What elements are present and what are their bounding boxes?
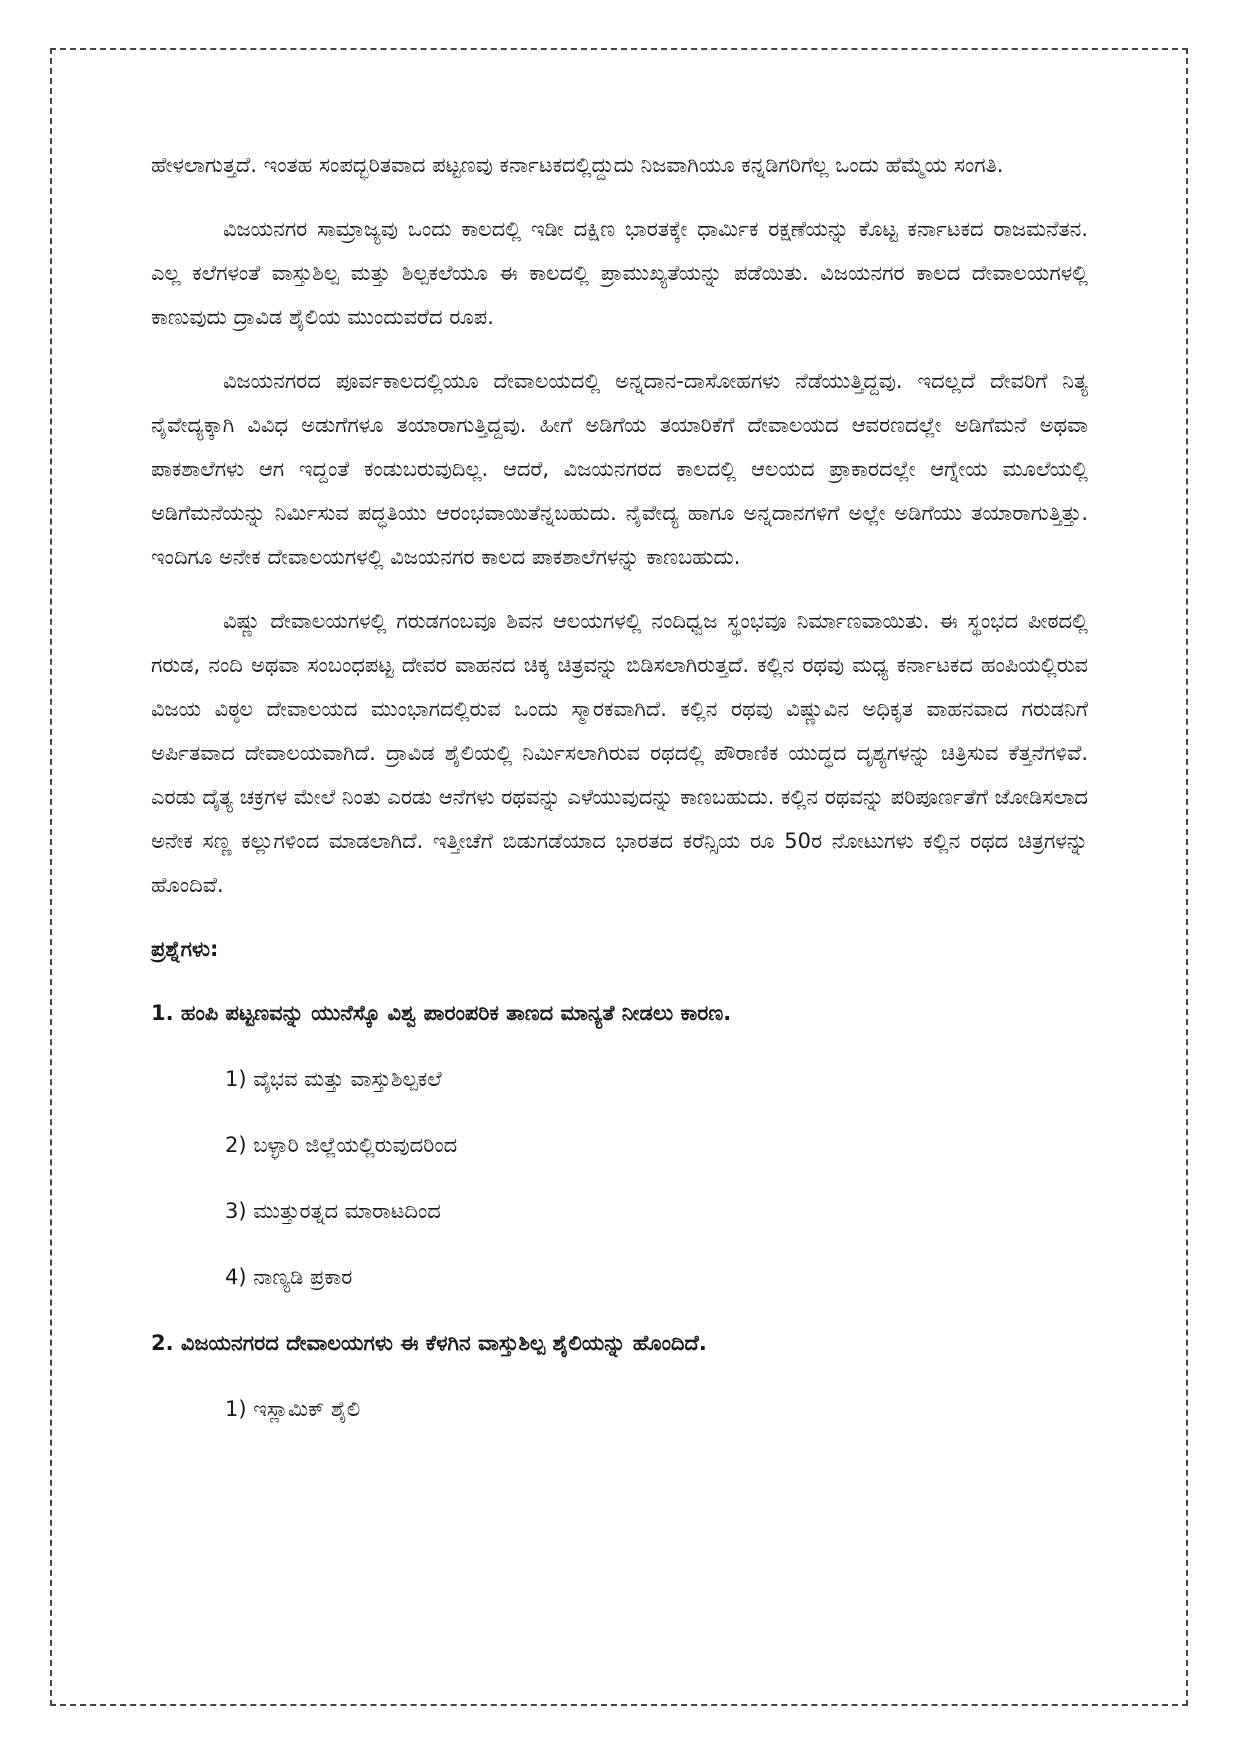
paragraph-2: ವಿಜಯನಗರ ಸಾಮ್ರಾಜ್ಯವು ಒಂದು ಕಾಲದಲ್ಲಿ ಇಡೀ ದಕ್ಷಿಣ ಭಾರತಕ್ಕೇ ಧಾರ್ಮಿಕ ರಕ್ಷಣೆಯನ್ನು ಕೊಟ್ಟ ಕರ್ನಾಟಕದ ರಾಜಮನೆತನ. ಎಲ್ಲ ಕಲೆಗಳಂತೆ ವಾಸ್ತುಶಿಲ್ಪ ಮತ್ತು ಶಿಲ್ಪಕಲೆಯೂ ಈ ಕಾಲದಲ್ಲಿ ಪ್ರಾಮುಖ್ಯತೆಯನ್ನು ಪಡೆಯಿತು. ವಿಜಯನಗರ ಕಾಲದ ದೇವಾಲಯಗಳಲ್ಲಿ ಕಾಣುವುದು ದ್ರಾವಿಡ ಶೈಲಿಯ ಮುಂದುವರೆದ ರೂಪ. xyxy=(151,217,1088,329)
question-2: 2. ವಿಜಯನಗರದ ದೇವಾಲಯಗಳು ಈ ಕೆಳಗಿನ ವಾಸ್ತುಶಿಲ್ಪ ಶೈಲಿಯನ್ನು ಹೊಂದಿದೆ. xyxy=(151,1331,707,1355)
paragraph-1: ಹೇಳಲಾಗುತ್ತದೆ. ಇಂತಹ ಸಂಪದ್ಭರಿತವಾದ ಪಟ್ಟಣವು ಕರ್ನಾಟಕದಲ್ಲಿದ್ದುದು ನಿಜವಾಗಿಯೂ ಕನ್ನಡಿಗರಿಗೆಲ್ಲ ಒಂದು ಹೆಮ್ಮೆಯ ಸಂಗತಿ. xyxy=(151,153,1004,177)
paragraph-4: ವಿಷ್ಣು ದೇವಾಲಯಗಳಲ್ಲಿ ಗರುಡಗಂಬವೂ ಶಿವನ ಆಲಯಗಳಲ್ಲಿ ನಂದಿಧ್ವಜ ಸ್ಥಂಭವೂ ನಿರ್ಮಾಣವಾಯಿತು. ಈ ಸ್ಥಂಭದ ಪೀಠದಲ್ಲಿ ಗರುಡ, ನಂದಿ ಅಥವಾ ಸಂಬಂಧಪಟ್ಟ ದೇವರ ವಾಹನದ ಚಿಕ್ಕ ಚಿತ್ರವನ್ನು ಬಿಡಿಸಲಾಗಿರುತ್ತದೆ. ಕಲ್ಲಿನ ರಥವು ಮಧ್ಯ ಕರ್ನಾಟಕದ ಹಂಪಿಯಲ್ಲಿರುವ ವಿಜಯ ವಿಠ್ಠಲ ದೇವಾಲಯದ ಮುಂಭಾಗದಲ್ಲಿರುವ ಒಂದು ಸ್ಮಾರಕವಾಗಿದೆ. ಕಲ್ಲಿನ ರಥವು ವಿಷ್ಣುವಿನ ಅಧಿಕೃತ ವಾಹನವಾದ ಗರುಡನಿಗೆ ಅರ್ಪಿತವಾದ ದೇವಾಲಯವಾಗಿದೆ. ದ್ರಾವಿಡ ಶೈಲಿಯಲ್ಲಿ ನಿರ್ಮಿಸಲಾಗಿರುವ ರಥದಲ್ಲಿ ಪೌರಾಣಿಕ ಯುದ್ಧದ ದೃಶ್ಯಗಳನ್ನು ಚಿತ್ರಿಸುವ ಕೆತ್ತನೆಗಳಿವೆ. ಎರಡು ದೈತ್ಯ ಚಕ್ರಗಳ ಮೇಲೆ ನಿಂತು ಎರಡು ಆನೆಗಳು ರಥವನ್ನು ಎಳೆಯುವುದನ್ನು ಕಾಣಬಹುದು. ಕಲ್ಲಿನ ರಥವನ್ನು ಪರಿಪೂರ್ಣತೆಗೆ ಜೋಡಿಸಲಾದ ಅನೇಕ ಸಣ್ಣ ಕಲ್ಲುಗಳಿಂದ ಮಾಡಲಾಗಿದೆ. ಇತ್ತೀಚೆಗೆ ಬಿಡುಗಡೆಯಾದ ಭಾರತದ ಕರೆನ್ಸಿಯ ರೂ 50ರ ನೋಟುಗಳು ಕಲ್ಲಿನ ರಥದ ಚಿತ್ರಗಳನ್ನು ಹೊಂದಿವೆ. xyxy=(151,609,1088,897)
paragraph-3: ವಿಜಯನಗರದ ಪೂರ್ವಕಾಲದಲ್ಲಿಯೂ ದೇವಾಲಯದಲ್ಲಿ ಅನ್ನದಾನ-ದಾಸೋಹಗಳು ನೆಡೆಯುತ್ತಿದ್ದವು. ಇದಲ್ಲದೆ ದೇವರಿಗೆ ನಿತ್ಯ ನೈವೇದ್ಯಕ್ಕಾಗಿ ವಿವಿಧ ಅಡುಗೆಗಳೂ ತಯಾರಾಗುತ್ತಿದ್ದವು. ಹೀಗೆ ಅಡಿಗೆಯ ತಯಾರಿಕೆಗೆ ದೇವಾಲಯದ ಆವರಣದಲ್ಲೇ ಅಡಿಗೆಮನೆ ಅಥವಾ ಪಾಕಶಾಲೆಗಳು ಆಗ ಇದ್ದಂತೆ ಕಂಡುಬರುವುದಿಲ್ಲ. ಆದರೆ, ವಿಜಯನಗರದ ಕಾಲದಲ್ಲಿ ಆಲಯದ ಪ್ರಾಕಾರದಲ್ಲೇ ಆಗ್ನೇಯ ಮೂಲೆಯಲ್ಲಿ ಅಡಿಗೆಮನೆಯನ್ನು ನಿರ್ಮಿಸುವ ಪದ್ಧತಿಯು ಆರಂಭವಾಯಿತೆನ್ನಬಹುದು. ನೈವೇದ್ಯ ಹಾಗೂ ಅನ್ನದಾನಗಳಿಗೆ ಅಲ್ಲೇ ಅಡಿಗೆಯು ತಯಾರಾಗುತ್ತಿತ್ತು. ಇಂದಿಗೂ ಅನೇಕ ದೇವಾಲಯಗಳಲ್ಲಿ ವಿಜಯನಗರ ಕಾಲದ ಪಾಕಶಾಲೆಗಳನ್ನು ಕಾಣಬಹುದು. xyxy=(151,369,1088,569)
question-1-option-1: 1) ವೈಭವ ಮತ್ತು ವಾಸ್ತುಶಿಲ್ಪಕಲೆ xyxy=(225,1067,442,1091)
question-2-option-1: 1) ಇಸ್ಲಾಮಿಕ್ ಶೈಲಿ xyxy=(225,1397,361,1421)
question-1: 1. ಹಂಪಿ ಪಟ್ಟಣವನ್ನು ಯುನೆಸ್ಕೊ ವಿಶ್ವ ಪಾರಂಪರಿಕ ತಾಣದ ಮಾನ್ಯತೆ ನೀಡಲು ಕಾರಣ. xyxy=(151,1001,732,1025)
question-1-option-4: 4) ನಾಣ್ಯಡಿ ಪ್ರಕಾರ xyxy=(225,1265,353,1289)
question-1-option-3: 3) ಮುತ್ತುರತ್ನದ ಮಾರಾಟದಿಂದ xyxy=(225,1199,441,1223)
document-body xyxy=(151,143,1088,1453)
questions-heading: ಪ್ರಶ್ನೆಗಳು: xyxy=(151,937,219,961)
question-1-option-2: 2) ಬಳ್ಳಾರಿ ಜಿಲ್ಲೆಯಲ್ಲಿರುವುದರಿಂದ xyxy=(225,1133,458,1157)
